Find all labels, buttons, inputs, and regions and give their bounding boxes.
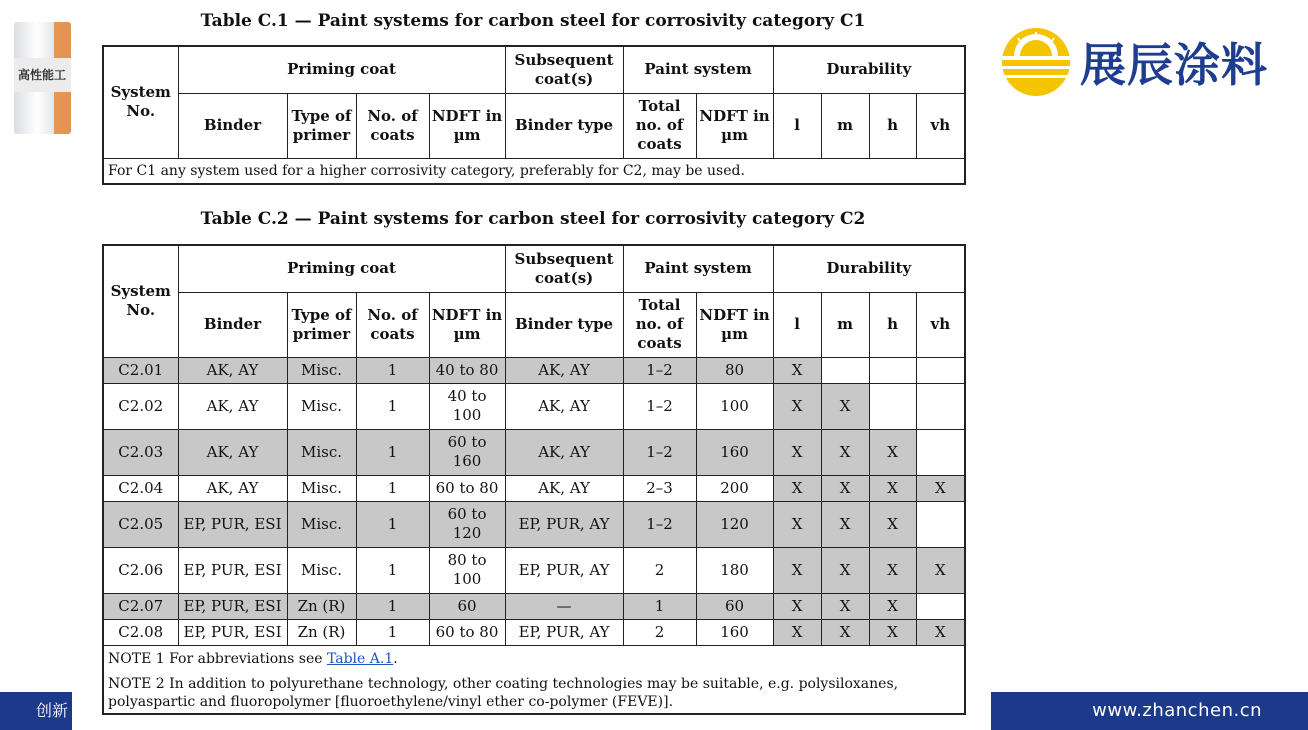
table-cell: X [773, 429, 821, 475]
table-cell: X [821, 501, 869, 547]
header-dur-vh: vh [916, 93, 965, 158]
table-row [103, 619, 965, 645]
table-cell [916, 501, 965, 547]
table-c1 [102, 45, 966, 185]
table-cell: 60 to 80 [429, 619, 505, 645]
table-cell: EP, PUR, AY [505, 501, 623, 547]
table-cell: Misc. [287, 429, 356, 475]
table-cell: 80 [696, 357, 773, 383]
table-cell: 60 to 120 [429, 501, 505, 547]
table-row [103, 383, 965, 429]
table-cell: 1 [356, 383, 429, 429]
product-label: 高性能工 [18, 68, 67, 82]
table-row [103, 547, 965, 593]
table-cell: X [869, 501, 916, 547]
header-paint-system: Paint system [623, 245, 773, 292]
table-c2-note1 [103, 645, 965, 673]
table-cell: AK, AY [178, 357, 287, 383]
table-cell: X [869, 619, 916, 645]
table-cell: 60 to 160 [429, 429, 505, 475]
header-durability: Durability [773, 245, 965, 292]
table-cell [916, 357, 965, 383]
product-can-image [14, 22, 71, 134]
footer-left-bar: 创新 [0, 692, 72, 730]
table-cell: EP, PUR, AY [505, 547, 623, 593]
header-dur-m: m [821, 93, 869, 158]
website-url[interactable]: www.zhanchen.cn [991, 692, 1308, 730]
table-cell: 160 [696, 429, 773, 475]
table-cell: 40 to 80 [429, 357, 505, 383]
table-cell: C2.03 [103, 429, 178, 475]
table-cell: 40 to 100 [429, 383, 505, 429]
table-cell: Zn (R) [287, 593, 356, 619]
header-binder-type: Binder type [505, 93, 623, 158]
table-cell: EP, PUR, ESI [178, 593, 287, 619]
sun-logo-icon [1000, 26, 1072, 98]
table-cell: X [773, 383, 821, 429]
header-priming-coat: Priming coat [178, 245, 505, 292]
table-cell: C2.05 [103, 501, 178, 547]
table-cell: X [869, 429, 916, 475]
table-cell: 1 [623, 593, 696, 619]
header-system-no: System No. [103, 245, 178, 357]
table-cell: 80 to 100 [429, 547, 505, 593]
header-ndft-system: NDFT in µm [696, 292, 773, 357]
header-binder: Binder [178, 292, 287, 357]
table-cell: Misc. [287, 547, 356, 593]
table-cell: AK, AY [178, 475, 287, 501]
table-cell: X [916, 619, 965, 645]
header-dur-m: m [821, 292, 869, 357]
table-cell: AK, AY [505, 429, 623, 475]
header-no-of-coats: No. of coats [356, 292, 429, 357]
brand-logo [1000, 26, 1268, 98]
table-cell: Misc. [287, 383, 356, 429]
table-cell [916, 383, 965, 429]
table-cell: EP, PUR, ESI [178, 619, 287, 645]
header-total-coats: Total no. of coats [623, 292, 696, 357]
header-ndft: NDFT in µm [429, 292, 505, 357]
table-cell: 1 [356, 547, 429, 593]
table-cell: 60 to 80 [429, 475, 505, 501]
header-no-of-coats: No. of coats [356, 93, 429, 158]
table-cell: AK, AY [505, 383, 623, 429]
table-cell: X [773, 593, 821, 619]
table-cell: X [869, 547, 916, 593]
table-cell: — [505, 593, 623, 619]
header-ndft-system: NDFT in µm [696, 93, 773, 158]
table-cell: Zn (R) [287, 619, 356, 645]
header-priming-coat: Priming coat [178, 46, 505, 93]
table-cell: X [821, 547, 869, 593]
header-system-no: System No. [103, 46, 178, 158]
table-cell: 200 [696, 475, 773, 501]
table-cell: 160 [696, 619, 773, 645]
table-row [103, 357, 965, 383]
table-cell: X [869, 475, 916, 501]
table-cell: AK, AY [505, 357, 623, 383]
table-cell: Misc. [287, 357, 356, 383]
table-cell: EP, PUR, AY [505, 619, 623, 645]
table-cell [869, 383, 916, 429]
table-cell: 1 [356, 475, 429, 501]
table-cell: 180 [696, 547, 773, 593]
header-type-of-primer: Type of primer [287, 93, 356, 158]
table-c1-caption: Table C.1 — Paint systems for carbon steel for corrosivity category C1 [200, 11, 866, 31]
table-row [103, 593, 965, 619]
table-cell: X [821, 619, 869, 645]
table-cell [916, 593, 965, 619]
table-cell: Misc. [287, 475, 356, 501]
table-c2-body [103, 357, 965, 645]
header-subsequent-coats: Subsequent coat(s) [505, 46, 623, 93]
table-cell: C2.08 [103, 619, 178, 645]
table-cell: AK, AY [505, 475, 623, 501]
table-cell: 60 [429, 593, 505, 619]
table-cell: 1 [356, 357, 429, 383]
table-cell: C2.06 [103, 547, 178, 593]
table-cell: X [916, 475, 965, 501]
table-cell: X [773, 501, 821, 547]
brand-name: 展辰涂料 [1080, 38, 1268, 92]
table-cell: X [773, 547, 821, 593]
table-cell: X [916, 547, 965, 593]
table-cell: EP, PUR, ESI [178, 547, 287, 593]
header-type-of-primer: Type of primer [287, 292, 356, 357]
table-c2-note2: NOTE 2 In addition to polyurethane technology, other coating technologies may be suitable, e.g. polysiloxanes, polyaspartic and fluoropolymer [fluoroethylene/vinyl ether co-polymer (FEVE)]. [103, 673, 965, 714]
table-row [103, 475, 965, 501]
table-cell: AK, AY [178, 383, 287, 429]
table-cell: X [821, 429, 869, 475]
table-cell: X [821, 593, 869, 619]
table-cell: X [773, 475, 821, 501]
table-cell: 2 [623, 547, 696, 593]
table-cell [821, 357, 869, 383]
table-cell: 100 [696, 383, 773, 429]
header-dur-l: l [773, 93, 821, 158]
header-durability: Durability [773, 46, 965, 93]
table-cell [869, 357, 916, 383]
table-cell: EP, PUR, ESI [178, 501, 287, 547]
table-cell: C2.02 [103, 383, 178, 429]
header-total-coats: Total no. of coats [623, 93, 696, 158]
table-cell: C2.07 [103, 593, 178, 619]
table-c1-note: For C1 any system used for a higher corrosivity category, preferably for C2, may be used. [103, 158, 965, 184]
table-cell: X [821, 475, 869, 501]
table-cell: 2–3 [623, 475, 696, 501]
table-cell: 1–2 [623, 357, 696, 383]
table-cell: AK, AY [178, 429, 287, 475]
header-subsequent-coats: Subsequent coat(s) [505, 245, 623, 292]
header-ndft: NDFT in µm [429, 93, 505, 158]
table-cell: 1 [356, 593, 429, 619]
table-cell: 120 [696, 501, 773, 547]
table-cell [916, 429, 965, 475]
table-cell: 1 [356, 501, 429, 547]
table-cell: X [773, 619, 821, 645]
note1-suffix: . [393, 651, 398, 668]
table-cell: X [821, 383, 869, 429]
note1-prefix: NOTE 1 For abbreviations see [108, 651, 327, 668]
table-row [103, 501, 965, 547]
header-paint-system: Paint system [623, 46, 773, 93]
table-cell: 1–2 [623, 383, 696, 429]
table-cell: 2 [623, 619, 696, 645]
table-cell: 1–2 [623, 429, 696, 475]
table-cell: 1 [356, 429, 429, 475]
table-cell: 1 [356, 619, 429, 645]
table-cell: 60 [696, 593, 773, 619]
header-dur-vh: vh [916, 292, 965, 357]
table-c2-caption: Table C.2 — Paint systems for carbon steel for corrosivity category C2 [200, 209, 866, 229]
header-dur-h: h [869, 93, 916, 158]
table-a1-link[interactable]: Table A.1 [326, 651, 394, 668]
table-cell: X [869, 593, 916, 619]
header-binder: Binder [178, 93, 287, 158]
table-cell: 1–2 [623, 501, 696, 547]
table-cell: C2.04 [103, 475, 178, 501]
header-binder-type: Binder type [505, 292, 623, 357]
table-row [103, 429, 965, 475]
table-cell: Misc. [287, 501, 356, 547]
table-c2 [102, 244, 966, 715]
table-cell: X [773, 357, 821, 383]
table-cell: C2.01 [103, 357, 178, 383]
header-dur-l: l [773, 292, 821, 357]
header-dur-h: h [869, 292, 916, 357]
